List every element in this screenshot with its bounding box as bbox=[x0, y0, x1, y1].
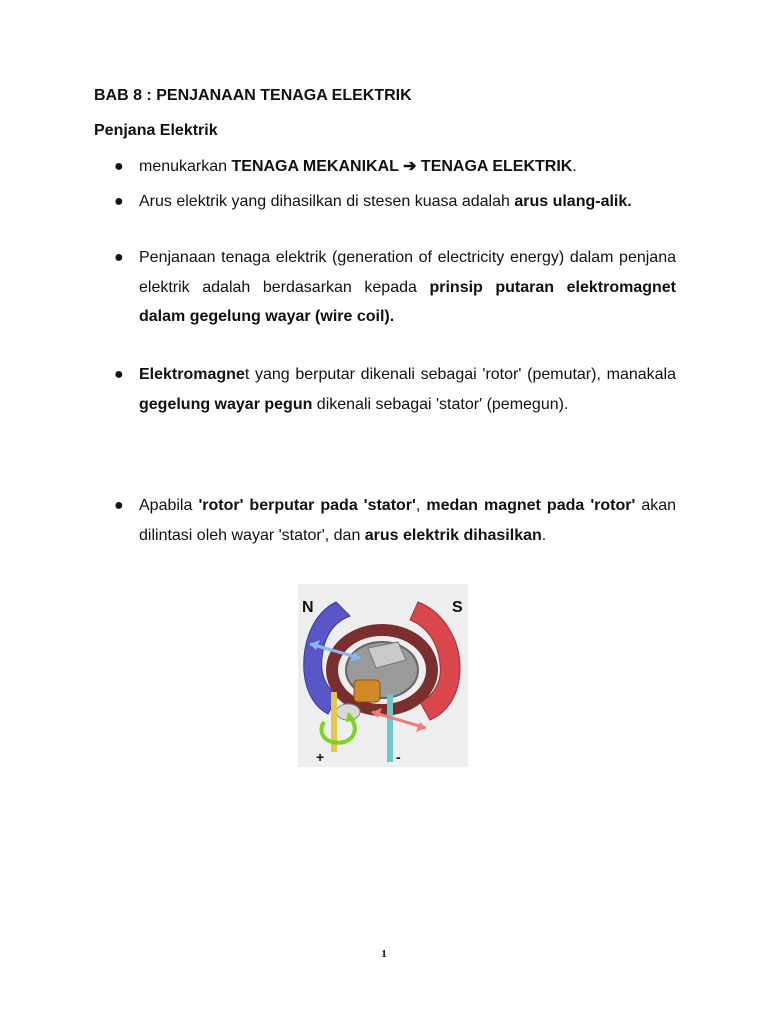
bullet-item-3: ● Penjanaan tenaga elektrik (generation of electricity energy) dalam penjana elektrik adalah berdasarkan kepada prinsip putaran elektromagnet dalam gegelung wayar (wire coil). bbox=[114, 243, 676, 332]
arrow-right-icon: ➔ bbox=[403, 158, 417, 175]
label-north: N bbox=[302, 599, 314, 616]
bullet-dot: ● bbox=[114, 193, 124, 210]
bullet-item-4: ● Elektromagnet yang berputar dikenali sebagai 'rotor' (pemutar), manakala gegelung wayar pegun dikenali sebagai 'stator' (pemegun). bbox=[114, 360, 676, 419]
bullet-dot: ● bbox=[114, 497, 124, 514]
bullet-item-1: ● menukarkan TENAGA MEKANIKAL ➔ TENAGA ELEKTRIK. bbox=[114, 158, 577, 175]
bullet-item-2: ● Arus elektrik yang dihasilkan di stesen kuasa adalah arus ulang-alik. bbox=[114, 193, 632, 210]
slip-ring bbox=[354, 680, 380, 702]
page-number: 1 bbox=[381, 948, 387, 960]
label-positive: + bbox=[316, 749, 325, 765]
bullet-item-5: ● Apabila 'rotor' berputar pada 'stator', medan magnet pada 'rotor' akan dilintasi oleh wayar 'stator', dan arus elektrik dihasilkan. bbox=[114, 491, 676, 550]
section-title: Penjana Elektrik bbox=[94, 122, 218, 139]
bullet-dot: ● bbox=[114, 249, 124, 266]
label-south: S bbox=[452, 599, 463, 616]
generator-diagram bbox=[298, 584, 468, 767]
chapter-title: BAB 8 : PENJANAAN TENAGA ELEKTRIK bbox=[94, 87, 412, 104]
label-negative: - bbox=[396, 749, 401, 765]
bullet-dot: ● bbox=[114, 366, 124, 383]
bullet-dot: ● bbox=[114, 158, 124, 175]
